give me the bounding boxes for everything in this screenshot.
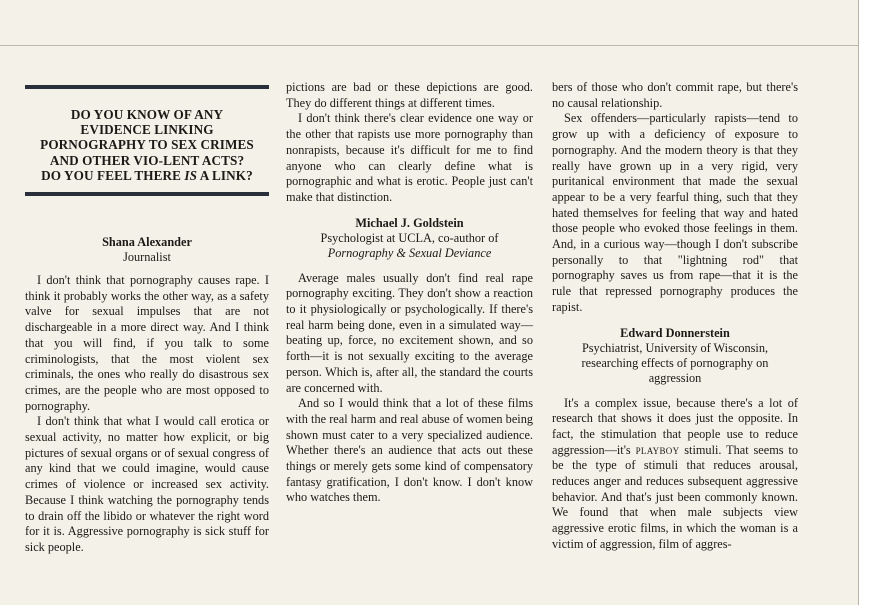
column-2 [286,80,533,506]
question-box [25,85,269,196]
speaker-title: Psychiatrist, University of Wisconsin, researching effects of pornography on aggression [581,340,769,385]
paragraph: I don't think that pornography causes rape. I think it probably works the other way, as a safety valve for sexual impulses that are not dischargeable in a more direct way. And I think that you will find, if you talk to some criminologists, that the most violent sex criminals, the ones who really do disastrous sex crimes, are the people who are most opposed to pornography. [25,273,269,413]
question-rule-top [25,85,269,89]
paragraph-smallcaps: playboy [635,442,680,457]
paragraph: I don't think there's clear evidence one way or the other that rapists use more pornography than nonrapists, because it's difficult for me to find anyone who can clearly define what is pornographic and what is erotic. People just can't make that distinction. [286,111,533,204]
speaker-header-donnerstein [552,326,798,386]
page-top-rule [0,45,858,46]
question-heading [25,107,269,183]
paragraph: And so I would think that a lot of these films with the real harm and real abuse of women being shown must cater to a very specialized audience. Whether there's an audience that acts out these things or merely gets some kind of compensatory fantasy gratification, I don't know. I don't know who watches them. [286,396,533,505]
paragraph: I don't think that what I would call erotica or sexual activity, no matter how explicit, or big pictures of sexual organs or of sexual congress of any kind that we could imagine, would cause crimes of violence or increased sex activity. Because I think watching the pornography tends to drain off the libido or whatever the right word for it is. Aggressive pornography is sick stuff for sick people. [25,414,269,554]
speaker-name: Edward Donnerstein [620,325,730,340]
question-text-part1: DO YOU KNOW OF ANY EVIDENCE LINKING PORNOGRAPHY TO SEX CRIMES AND OTHER VIO-LENT ACTS? DO YOU FEEL THERE [40,107,254,183]
speaker-title: Journalist [123,250,171,264]
question-rule-bottom [25,192,269,196]
paragraph: Sex offenders—particularly rapists—tend to grow up with a deficiency of exposure to pornography. And the modern theory is that they really have grown up in a very rigid, very puritanical environment that made the sexual appear to be a very fearful thing, such that they hated themselves for feeling that way and hated those people who evoked those feelings in them. And, in a curious way—though I don't subscribe personally to that "lightning rod" that pornography saves us from rape—that it is the rule that repressed pornography produces the rapist. [552,111,798,314]
question-text-emphasis: IS [184,167,198,183]
question-text-part2: A LINK? [197,167,253,183]
speaker-header-goldstein [286,216,533,261]
speaker-title: Psychologist at UCLA, co-author of [320,230,499,245]
paragraph-text: stimuli. That seems to be the type of stimuli that reduces arousal, reduces anger and reduces subsequent aggressive behavior. And that's just been commonly known. We found that when male subjects view aggressive erotic films, in which the woman is a victim of aggression, film of aggres- [552,442,798,551]
paragraph: bers of those who don't commit rape, but there's no causal relationship. [552,80,798,110]
page-edge [858,0,888,605]
speaker-name: Shana Alexander [102,235,192,249]
paragraph [552,396,798,553]
paragraph: pictions are bad or these depictions are good. They do different things at different times. [286,80,533,110]
column-3 [552,80,798,553]
paragraph: Average males usually don't find real rape pornography exciting. They don't show a reaction to it physiologically or psychologically. If there's real harm being done, even in a simulated way—beating up, force, no excitement shown, and so forth—it is not sexually exciting to the average person. Which is, after all, the standard the courts are concerned with. [286,270,533,395]
paragraph-text: It's a complex issue, because there's a lot of research that shows it does just the opposite. In fact, the stimulation that people use to reduce aggression—it's [552,395,798,457]
speaker-book-title: Pornography & Sexual Deviance [327,245,492,260]
speaker-name: Michael J. Goldstein [355,215,464,230]
speaker-header-alexander [25,235,269,265]
column-1 [25,235,269,556]
